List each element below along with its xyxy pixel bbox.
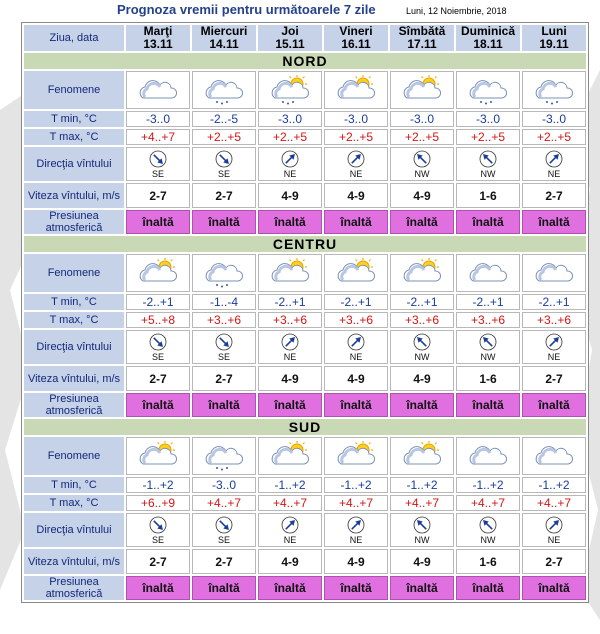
wind-arrow-icon [479,333,497,351]
day-header [522,25,586,51]
wind-direction [325,333,387,362]
forecast-row-pressure [24,210,586,234]
cell-tmin: -2..-5 [192,111,256,127]
wind-arrow-icon [149,150,167,168]
row-label-dir: Direcţia vîntului [24,513,124,547]
region-row [24,236,586,252]
cell-phenomena [192,254,256,292]
partly-cloudy-icon [335,75,377,105]
wind-direction [457,333,519,362]
cell-pressure: înaltă [456,393,520,417]
cell-phenomena [522,437,586,475]
cell-pressure: înaltă [390,576,454,600]
forecast-row-pressure [24,576,586,600]
cell-tmin: -1..+2 [126,477,190,493]
cell-pressure: înaltă [456,576,520,600]
cell-pressure: înaltă [522,393,586,417]
forecast-row-tmin [24,477,586,493]
cloud-snow-icon [467,75,509,105]
partly-cloudy-icon [401,75,443,105]
day-name: Luni [541,24,567,38]
cell-phenomena [258,254,322,292]
cell-pressure: înaltă [456,210,520,234]
cell-tmin: -1..+2 [390,477,454,493]
row-label-tmax: T max, °C [24,312,124,328]
region-title: CENTRU [24,236,586,252]
row-label-dir: Direcţia vîntului [24,147,124,181]
cell-speed: 2-7 [192,549,256,574]
forecast-table [21,22,589,603]
partly-cloudy-icon [137,441,179,471]
row-label-speed: Viteza vîntului, m/s [24,366,124,391]
cell-tmin: -3..0 [258,111,322,127]
cell-speed: 2-7 [126,549,190,574]
cell-tmax: +3..+6 [456,312,520,328]
cell-pressure: înaltă [390,210,454,234]
cell-phenomena [390,71,454,109]
wind-direction [523,150,585,179]
cell-speed: 4-9 [324,366,388,391]
wind-direction [127,333,189,362]
forecast-row-phenomena [24,71,586,109]
day-date: 14.11 [209,37,239,51]
cell-tmax: +3..+6 [324,312,388,328]
header-corner-label: Ziua, data [24,25,124,51]
cell-tmax: +2..+5 [258,129,322,145]
cell-speed: 2-7 [522,183,586,208]
cell-phenomena [126,71,190,109]
wind-direction-label: NW [480,168,496,179]
day-name: Duminică [460,24,515,38]
row-label-tmax: T max, °C [24,495,124,511]
wind-direction-label: NW [480,534,496,545]
partly-cloudy-icon [401,258,443,288]
cell-tmin: -3..0 [390,111,454,127]
cell-dir [522,147,586,181]
cell-tmin: -1..-4 [192,294,256,310]
cell-speed: 1-6 [456,366,520,391]
forecast-row-dir [24,513,586,547]
row-label-phenomena: Fenomene [24,71,124,109]
wind-direction [325,150,387,179]
cell-tmax: +2..+5 [456,129,520,145]
day-header [258,25,322,51]
cell-speed: 4-9 [258,183,322,208]
cell-speed: 4-9 [258,549,322,574]
forecast-row-dir [24,147,586,181]
row-label-dir: Direcţia vîntului [24,330,124,364]
wind-direction-label: NE [349,534,363,545]
cell-tmax: +3..+6 [192,312,256,328]
cell-phenomena [390,254,454,292]
cell-pressure: înaltă [258,576,322,600]
wind-direction [457,150,519,179]
cell-speed: 2-7 [522,549,586,574]
day-header [456,25,520,51]
cell-dir [390,330,454,364]
cell-dir [192,513,256,547]
cell-dir [258,330,322,364]
forecast-row-speed [24,549,586,574]
day-name: Vineri [339,24,373,38]
wind-arrow-icon [347,516,365,534]
cell-dir [456,513,520,547]
partly-cloudy-icon [269,258,311,288]
day-date: 19.11 [539,37,569,51]
cell-tmax: +2..+5 [324,129,388,145]
region-title: NORD [24,53,586,69]
wind-direction [523,333,585,362]
cell-pressure: înaltă [126,210,190,234]
cell-phenomena [126,437,190,475]
cell-tmin: -2..+1 [258,294,322,310]
wind-direction-label: NE [547,534,561,545]
day-header [324,25,388,51]
wind-direction-label: NE [547,168,561,179]
cell-tmax: +4..+7 [522,495,586,511]
cell-tmin: -3..0 [192,477,256,493]
cell-speed: 4-9 [324,183,388,208]
day-name: Miercuri [200,24,248,38]
cell-pressure: înaltă [390,393,454,417]
cell-tmin: -3..0 [522,111,586,127]
cell-tmax: +6..+9 [126,495,190,511]
header-row [24,25,586,51]
partly-cloudy-snow-icon [269,75,311,105]
cell-dir [390,513,454,547]
cell-phenomena [324,71,388,109]
forecast-row-speed [24,183,586,208]
forecast-row-tmax [24,495,586,511]
cell-tmax: +3..+6 [390,312,454,328]
cell-phenomena [522,71,586,109]
cell-pressure: înaltă [324,210,388,234]
cell-pressure: înaltă [192,393,256,417]
wind-direction-label: SE [151,168,164,179]
cell-phenomena [258,71,322,109]
cell-dir [522,330,586,364]
cell-speed: 4-9 [390,366,454,391]
cell-tmin: -2..+1 [126,294,190,310]
wind-arrow-icon [149,516,167,534]
partly-cloudy-icon [401,441,443,471]
day-date: 17.11 [407,37,437,51]
forecast-row-dir [24,330,586,364]
cell-phenomena [324,254,388,292]
cell-tmin: -3..0 [126,111,190,127]
wind-direction-label: SE [151,534,164,545]
cell-phenomena [324,437,388,475]
row-label-tmax: T max, °C [24,129,124,145]
cell-tmin: -1..+2 [324,477,388,493]
wind-direction-label: NW [414,534,430,545]
wind-arrow-icon [413,333,431,351]
day-date: 15.11 [275,37,305,51]
cell-tmax: +2..+5 [192,129,256,145]
wind-arrow-icon [413,150,431,168]
wind-direction [193,333,255,362]
cell-phenomena [390,437,454,475]
wind-direction-label: NW [480,351,496,362]
day-name: Sîmbătă [398,24,446,38]
cell-speed: 4-9 [390,549,454,574]
cell-pressure: înaltă [126,393,190,417]
day-date: 18.11 [473,37,503,51]
wind-arrow-icon [413,516,431,534]
cloudy-icon [533,258,575,288]
cell-pressure: înaltă [192,210,256,234]
wind-arrow-icon [215,150,233,168]
row-label-phenomena: Fenomene [24,254,124,292]
wind-direction-label: SE [217,168,230,179]
region-title: SUD [24,419,586,435]
wind-arrow-icon [545,516,563,534]
cell-speed: 2-7 [522,366,586,391]
forecast-row-tmax [24,312,586,328]
cloud-snow-icon [203,258,245,288]
cell-speed: 2-7 [126,366,190,391]
wind-direction-label: SE [217,351,230,362]
cloud-snow-icon [533,75,575,105]
cell-tmax: +3..+6 [258,312,322,328]
cell-tmax: +2..+5 [522,129,586,145]
wind-direction [127,516,189,545]
cell-tmax: +4..+7 [324,495,388,511]
cell-phenomena [192,71,256,109]
wind-direction-label: NW [414,351,430,362]
cell-pressure: înaltă [522,210,586,234]
cell-dir [522,513,586,547]
cell-tmin: -2..+1 [390,294,454,310]
cell-phenomena [456,437,520,475]
day-name: Marţi [143,24,173,38]
cell-speed: 2-7 [192,183,256,208]
current-date: Luni, 12 Noiembrie, 2018 [406,6,507,16]
cloud-snow-icon [203,75,245,105]
cell-dir [258,147,322,181]
wind-arrow-icon [347,150,365,168]
forecast-row-pressure [24,393,586,417]
cell-tmax: +4..+7 [126,129,190,145]
row-label-tmin: T min, °C [24,477,124,493]
wind-arrow-icon [545,333,563,351]
cell-dir [456,147,520,181]
cell-tmin: -1..+2 [522,477,586,493]
cell-phenomena [192,437,256,475]
wind-direction-label: NE [349,168,363,179]
row-label-pressure: Presiunea atmosferică [24,576,124,600]
wind-direction-label: NE [349,351,363,362]
wind-arrow-icon [215,516,233,534]
wind-arrow-icon [281,516,299,534]
region-row [24,419,586,435]
row-label-pressure: Presiunea atmosferică [24,210,124,234]
partly-cloudy-icon [335,441,377,471]
wind-direction [391,516,453,545]
cell-dir [126,147,190,181]
day-date: 16.11 [341,37,371,51]
wind-direction-label: NE [283,351,297,362]
forecast-row-phenomena [24,437,586,475]
wind-direction [127,150,189,179]
cell-pressure: înaltă [324,576,388,600]
forecast-row-tmin [24,111,586,127]
cell-tmax: +4..+7 [390,495,454,511]
cell-tmin: -2..+1 [324,294,388,310]
cell-dir [324,513,388,547]
day-date: 13.11 [143,37,173,51]
wind-arrow-icon [215,333,233,351]
cell-pressure: înaltă [324,393,388,417]
wind-direction-label: SE [217,534,230,545]
wind-direction-label: NE [547,351,561,362]
region-row [24,53,586,69]
row-label-speed: Viteza vîntului, m/s [24,549,124,574]
cell-tmax: +3..+6 [522,312,586,328]
cell-dir [324,147,388,181]
cell-pressure: înaltă [522,576,586,600]
cell-pressure: înaltă [192,576,256,600]
wind-direction-label: NW [414,168,430,179]
cell-tmin: -3..0 [324,111,388,127]
forecast-row-phenomena [24,254,586,292]
cell-dir [192,147,256,181]
day-header [126,25,190,51]
cell-phenomena [456,71,520,109]
wind-direction [259,516,321,545]
wind-direction [193,516,255,545]
wind-arrow-icon [281,333,299,351]
cell-tmin: -1..+2 [258,477,322,493]
cloudy-icon [467,258,509,288]
cell-phenomena [456,254,520,292]
wind-direction-label: SE [151,351,164,362]
cell-pressure: înaltă [258,210,322,234]
cell-tmax: +5..+8 [126,312,190,328]
row-label-tmin: T min, °C [24,294,124,310]
cell-speed: 2-7 [126,183,190,208]
page-title: Prognoza vremii pentru următoarele 7 zile [117,2,376,17]
cell-dir [192,330,256,364]
cell-tmax: +4..+7 [258,495,322,511]
wind-arrow-icon [281,150,299,168]
cell-speed: 4-9 [390,183,454,208]
day-header [192,25,256,51]
forecast-row-tmax [24,129,586,145]
cloudy-icon [137,75,179,105]
wind-direction [259,333,321,362]
wind-direction-label: NE [283,534,297,545]
cell-speed: 2-7 [192,366,256,391]
cloudy-icon [467,441,509,471]
wind-direction [325,516,387,545]
cell-tmin: -1..+2 [456,477,520,493]
partly-cloudy-icon [269,441,311,471]
wind-direction [457,516,519,545]
cell-speed: 4-9 [258,366,322,391]
cell-tmin: -2..+1 [456,294,520,310]
cell-tmin: -3..0 [456,111,520,127]
day-header [390,25,454,51]
cell-tmin: -2..+1 [522,294,586,310]
wind-arrow-icon [479,516,497,534]
cell-pressure: înaltă [258,393,322,417]
wind-direction [193,150,255,179]
wind-direction [391,333,453,362]
cell-speed: 1-6 [456,549,520,574]
cell-dir [258,513,322,547]
wind-direction-label: NE [283,168,297,179]
wind-arrow-icon [149,333,167,351]
forecast-row-tmin [24,294,586,310]
wind-arrow-icon [347,333,365,351]
row-label-phenomena: Fenomene [24,437,124,475]
cell-dir [126,330,190,364]
cell-dir [390,147,454,181]
cell-pressure: înaltă [126,576,190,600]
wind-arrow-icon [479,150,497,168]
cell-dir [126,513,190,547]
cell-tmax: +4..+7 [192,495,256,511]
cell-phenomena [258,437,322,475]
partly-cloudy-icon [335,258,377,288]
wind-direction [391,150,453,179]
cloudy-icon [533,441,575,471]
cell-dir [456,330,520,364]
cell-tmax: +4..+7 [456,495,520,511]
cell-speed: 1-6 [456,183,520,208]
row-label-pressure: Presiunea atmosferică [24,393,124,417]
row-label-speed: Viteza vîntului, m/s [24,183,124,208]
cell-speed: 4-9 [324,549,388,574]
row-label-tmin: T min, °C [24,111,124,127]
day-name: Joi [281,24,299,38]
cell-phenomena [522,254,586,292]
wind-direction [523,516,585,545]
wind-arrow-icon [545,150,563,168]
partly-cloudy-icon [137,258,179,288]
cell-tmax: +2..+5 [390,129,454,145]
cloud-snow-icon [203,441,245,471]
page-header [0,0,600,22]
cell-phenomena [126,254,190,292]
wind-direction [259,150,321,179]
cell-dir [324,330,388,364]
forecast-row-speed [24,366,586,391]
